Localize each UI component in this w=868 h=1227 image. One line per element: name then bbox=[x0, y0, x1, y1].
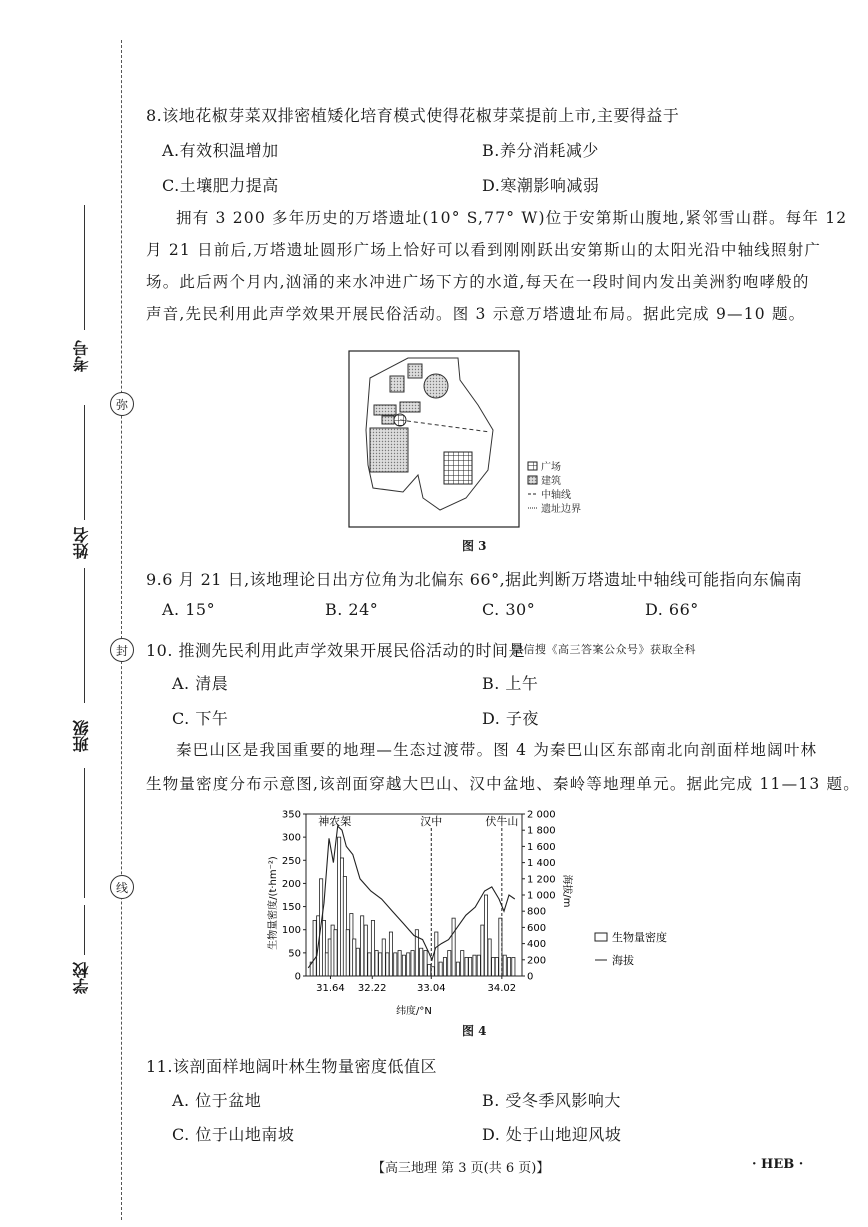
label-kaohao: 考号 bbox=[72, 340, 91, 372]
biomass-bar bbox=[411, 951, 414, 976]
building bbox=[408, 364, 422, 378]
chart-xlabel: 纬度/°N bbox=[396, 1006, 432, 1017]
passage1-line3: 场。此后两个月内,汹涌的来水冲进广场下方的水道,每天在一段时间内发出美洲豹咆哮般的 bbox=[146, 273, 810, 291]
q9-option-a: A. 15° bbox=[162, 600, 216, 619]
biomass-bar bbox=[375, 951, 378, 976]
biomass-bar bbox=[435, 932, 438, 976]
footer-page: 【高三地理 第 3 页(共 6 页)】 bbox=[372, 1161, 550, 1176]
biomass-bar bbox=[346, 930, 349, 976]
biomass-bar bbox=[495, 957, 498, 976]
legend-boundary: 遗址边界 bbox=[541, 504, 581, 515]
biomass-bar bbox=[465, 957, 468, 976]
biomass-bar bbox=[407, 953, 410, 976]
biomass-bar bbox=[456, 962, 459, 976]
building bbox=[400, 402, 420, 412]
biomass-bar bbox=[443, 957, 446, 976]
label-xingming: 姓名 bbox=[72, 527, 91, 559]
legend-building-swatch bbox=[528, 476, 537, 484]
legend-axis: 中轴线 bbox=[541, 490, 571, 501]
q11-stem: 11.该剖面样地阔叶林生物量密度低值区 bbox=[146, 1057, 437, 1076]
label-banji: 班级 bbox=[72, 720, 91, 752]
x-tick-label: 34.02 bbox=[487, 983, 517, 994]
chart-ylabel: 生物量密度/(t·hm⁻²) bbox=[268, 856, 279, 950]
q10-option-a: A. 清晨 bbox=[172, 674, 229, 693]
biomass-bar bbox=[313, 920, 316, 976]
biomass-bar bbox=[473, 955, 476, 976]
q8-option-d: D.寒潮影响减弱 bbox=[482, 176, 600, 195]
legend-plaza: 广场 bbox=[541, 462, 561, 473]
q8-stem: 8.该地花椒芽菜双排密植矮化培育模式使得花椒芽菜提前上市,主要得益于 bbox=[146, 106, 680, 125]
legend-line-label: 海拔 bbox=[612, 954, 634, 967]
figure3-caption: 图 3 bbox=[462, 539, 487, 553]
passage1-line1: 拥有 3 200 多年历史的万塔遗址(10° S,77° W)位于安第斯山腹地,紧邻雪山群。每年 12 bbox=[176, 209, 848, 227]
legend-plaza-swatch bbox=[528, 462, 537, 470]
y2-tick-label: 400 bbox=[527, 939, 547, 951]
y2-tick-label: 1 200 bbox=[527, 874, 556, 886]
biomass-bar bbox=[398, 951, 401, 976]
q9-option-b: B. 24° bbox=[325, 600, 379, 619]
passage2-line1: 秦巴山区是我国重要的地理—生态过渡带。图 4 为秦巴山区东部南北向剖面样地阔叶林 bbox=[176, 741, 818, 759]
building bbox=[374, 405, 396, 415]
q11-option-b: B. 受冬季风影响大 bbox=[482, 1091, 621, 1110]
y2-tick-label: 2 000 bbox=[527, 809, 556, 821]
q11-option-d: D. 处于山地迎风坡 bbox=[482, 1125, 622, 1144]
x-tick-label: 32.22 bbox=[357, 983, 387, 994]
y2-tick-label: 800 bbox=[527, 906, 547, 918]
y2-tick-label: 1 400 bbox=[527, 858, 556, 870]
seal-feng: 封 bbox=[110, 638, 134, 662]
figure3-site-map bbox=[348, 350, 608, 530]
label-xuexiao: 学校 bbox=[72, 962, 91, 994]
q10-option-d: D. 子夜 bbox=[482, 709, 539, 728]
legend-bar-label: 生物量密度 bbox=[612, 931, 667, 944]
biomass-bar bbox=[394, 953, 397, 976]
seal-mi: 弥 bbox=[110, 392, 134, 416]
y2-tick-label: 600 bbox=[527, 922, 547, 934]
y2-tick-label: 0 bbox=[527, 971, 534, 983]
y-tick-label: 250 bbox=[281, 855, 301, 867]
biomass-bar bbox=[439, 962, 442, 976]
y-tick-label: 350 bbox=[281, 809, 301, 821]
central-axis bbox=[400, 420, 490, 432]
biomass-bar bbox=[507, 957, 510, 976]
q8-option-b: B.养分消耗减少 bbox=[482, 141, 599, 160]
biomass-bar bbox=[420, 948, 423, 976]
biomass-bar bbox=[379, 953, 382, 976]
y2-tick-label: 200 bbox=[527, 955, 547, 967]
binding-dashed-line bbox=[121, 40, 122, 1220]
y-tick-label: 0 bbox=[294, 971, 301, 983]
x-tick-label: 33.04 bbox=[416, 983, 446, 994]
biomass-bar bbox=[402, 955, 405, 976]
y-tick-label: 150 bbox=[281, 902, 301, 914]
biomass-bar bbox=[368, 953, 371, 976]
building-large bbox=[370, 428, 408, 472]
biomass-bar bbox=[424, 951, 427, 976]
passage1-line4: 声音,先民利用此声学效果开展民俗活动。图 3 示意万塔遗址布局。据此完成 9—10 题。 bbox=[146, 305, 806, 323]
legend-bar-swatch bbox=[595, 933, 607, 941]
biomass-bar bbox=[492, 957, 495, 976]
figure4-chart bbox=[262, 806, 692, 1021]
chart-y2label: 海拔/m bbox=[561, 874, 572, 908]
y-tick-label: 300 bbox=[281, 832, 301, 844]
q8-option-c: C.土壤肥力提高 bbox=[162, 176, 279, 195]
biomass-bar bbox=[481, 925, 484, 976]
q10-stem: 10. 推测先民利用此声学效果开展民俗活动的时间是 bbox=[146, 641, 526, 660]
biomass-bar bbox=[353, 939, 356, 976]
y-tick-label: 100 bbox=[281, 925, 301, 937]
xuexiao-underline-top bbox=[84, 768, 85, 898]
biomass-bar bbox=[382, 939, 385, 976]
q10-option-b: B. 上午 bbox=[482, 674, 539, 693]
y-tick-label: 50 bbox=[288, 948, 301, 960]
biomass-bar bbox=[503, 955, 506, 976]
building bbox=[390, 376, 404, 392]
passage1-line2: 月 21 日前后,万塔遗址圆形广场上恰好可以看到刚刚跃出安第斯山的太阳光沿中轴线照射广 bbox=[146, 241, 822, 259]
biomass-bar bbox=[364, 925, 367, 976]
biomass-bar bbox=[428, 964, 431, 976]
q9-option-c: C. 30° bbox=[482, 600, 536, 619]
seal-xian: 线 bbox=[110, 875, 134, 899]
biomass-bar bbox=[371, 920, 374, 976]
y-tick-label: 200 bbox=[281, 878, 301, 890]
q11-option-c: C. 位于山地南坡 bbox=[172, 1125, 295, 1144]
footer-code: · HEB · bbox=[752, 1157, 804, 1172]
kaohao-underline bbox=[84, 205, 85, 330]
biomass-bar bbox=[477, 955, 480, 976]
biomass-bar bbox=[334, 930, 337, 976]
biomass-bar bbox=[356, 948, 359, 976]
q10-option-c: C. 下午 bbox=[172, 709, 229, 728]
annotation-label: 伏牛山 bbox=[485, 815, 519, 828]
biomass-bar bbox=[461, 951, 464, 976]
q9-stem: 9.6 月 21 日,该地理论日出方位角为北偏东 66°,据此判断万塔遗址中轴线可能指向东偏南 bbox=[146, 570, 803, 589]
biomass-bar bbox=[488, 939, 491, 976]
x-tick-label: 31.64 bbox=[316, 983, 345, 994]
q8-option-a: A.有效积温增加 bbox=[162, 141, 279, 160]
xuexiao-underline bbox=[84, 905, 85, 955]
y2-tick-label: 1 800 bbox=[527, 825, 556, 837]
biomass-bar bbox=[452, 918, 455, 976]
biomass-bar bbox=[361, 916, 364, 976]
legend-building: 建筑 bbox=[541, 476, 561, 487]
annotation-label: 神农架 bbox=[318, 815, 352, 828]
q9-option-d: D. 66° bbox=[645, 600, 699, 619]
building-round bbox=[424, 374, 448, 398]
biomass-bar bbox=[386, 953, 389, 976]
xingming-underline-top bbox=[84, 405, 85, 520]
figure4-caption: 图 4 bbox=[462, 1024, 487, 1038]
passage2-line2: 生物量密度分布示意图,该剖面穿越大巴山、汉中盆地、秦岭等地理单元。据此完成 11—13 题。 bbox=[146, 775, 860, 793]
q10-watermark: 微信搜《高三答案公众号》获取全科 bbox=[512, 643, 696, 656]
biomass-bar bbox=[389, 932, 392, 976]
biomass-bar bbox=[448, 951, 451, 976]
y2-tick-label: 1 600 bbox=[527, 841, 556, 853]
y2-tick-label: 1 000 bbox=[527, 890, 556, 902]
biomass-bar bbox=[484, 895, 487, 976]
annotation-label: 汉中 bbox=[420, 815, 443, 828]
banji-underline-top bbox=[84, 568, 85, 703]
q11-option-a: A. 位于盆地 bbox=[172, 1091, 262, 1110]
biomass-bar bbox=[469, 957, 472, 976]
square-plaza bbox=[444, 452, 472, 484]
biomass-bar bbox=[499, 918, 502, 976]
biomass-bar bbox=[512, 957, 515, 976]
building bbox=[382, 416, 394, 424]
